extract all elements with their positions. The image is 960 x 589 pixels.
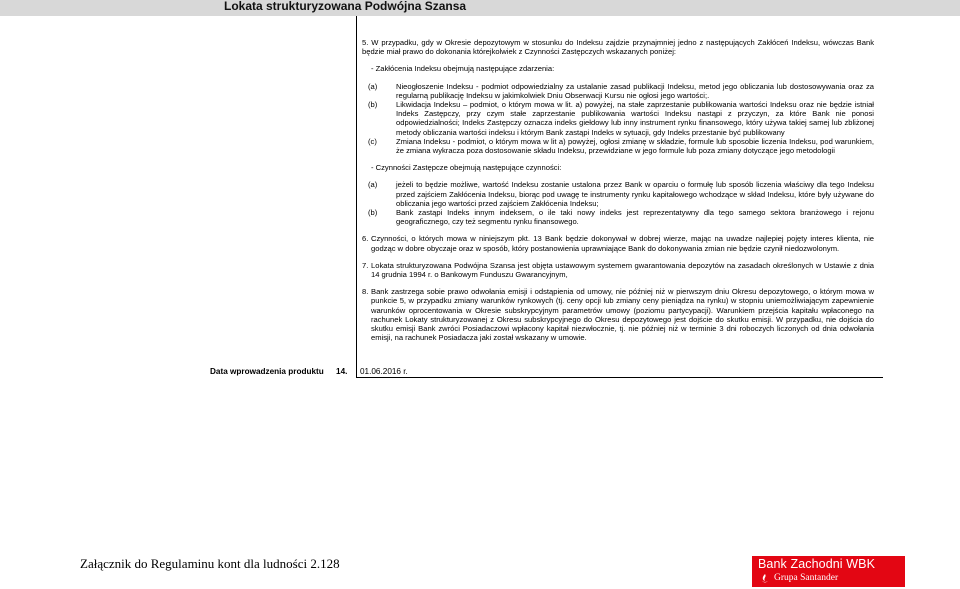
- list-item-text: Zmiana Indeksu - podmiot, o którym mowa w lit a) powyżej, ogłosi zmianę w składzie, formule lub sposobie liczenia Indeksu, pod warunkiem, że zmiana wykracza poza dostosowanie składu Indeksu, przewidziane w jego formule lub poza zmiany dotyczące jego metodologii: [396, 136, 874, 156]
- paragraph-number: 6.: [362, 234, 369, 244]
- list-item-text: Nieogłoszenie Indeksu - podmiot odpowiedzialny za ustalanie zasad publikacji Indeksu, metod jego obliczania lub dostosowywania oraz za regularną publikację Indeksu w jakimkolwiek Dniu Obserwacji Kursu nie ogłosi jego wartości;.: [396, 81, 874, 100]
- list-item-text: Bank zastąpi Indeks innym indeksem, o ile taki nowy indeks jest reprezentatywny dla tego samego sektora branżowego i rejonu geograficznego, czy też segmentu rynku finansowego.: [396, 208, 874, 227]
- list-item: [368, 100, 874, 137]
- list-item-label: (a): [368, 180, 378, 190]
- row-label: [210, 367, 347, 376]
- paragraph-number: 8.: [362, 287, 369, 297]
- list-item: [368, 82, 874, 100]
- paragraph-text: Lokata strukturyzowana Podwójna Szansa jest objęta ustawowym systemem gwarantowania depozytów na zasadach określonych w Ustawie z dnia 14 grudnia 1994 r. o Bankowym Funduszu Gwarancyjnym,: [371, 260, 874, 280]
- paragraph-text: Bank zastrzega sobie prawo odwołania emisji i odstąpienia od umowy, nie później niż w pierwszym dniu Okresu depozytowego, o którym mowa w punkcie 5, w przypadku zmiany warunków rynkowych (tj. ceny opcji lub zmiany ceny pieniądza na rynku) w stopniu uniemożliwiającym zapewnienie warunków oprocentowania w Okresie subskrypcyjnym parametrów umowy (poziomu partycypacji). Warunkiem przejścia kapitału wpłaconego na rachunek Lokaty strukturyzowanej z Okresu subskrypcyjnego do Okresu depozytowego jest dojście do skutku emisji. W przypadku, nie dojścia do skutku emisji Bank zwróci Posiadaczowi wpłacony kapitał niezwłocznie, tj. nie później niż w terminie 3 dni roboczych liczonych od dnia odwołania emisji, na rachunek Posiadacza jaki został wskazany w umowie.: [371, 287, 874, 343]
- list-item-text: Likwidacja Indeksu – podmiot, o którym mowa w lit. a) powyżej, na stałe zaprzestanie publikowania wartości Indeksu oraz nie będzie istniał Indeks Zastępczy, przy czym stałe zaprzestanie publikowania wartości Indeksu nastąpi z przyczyn, za które Bank nie ponosi odpowiedzialności; Indeks Zastępczy oznacza indeks giełdowy lub inny instrument rynku finansowego, który używa takiej samej lub zbliżonej metody obliczania wartości indeksu i którym Bank zastąpi Indeks w sytuacji, gdy Indeks przestanie być publikowany: [396, 100, 874, 137]
- list-item-label: (b): [368, 100, 378, 110]
- table-horizontal-border: [356, 377, 883, 378]
- paragraph-number: 7.: [362, 260, 369, 270]
- product-date: 01.06.2016 r.: [360, 367, 408, 376]
- disruptions-intro: - Zakłócenia Indeksu obejmują następujące zdarzenia:: [371, 64, 555, 74]
- paragraph-6: [362, 234, 874, 252]
- bank-logo: [752, 556, 905, 587]
- list-item: [368, 208, 874, 226]
- list-item-label: (b): [368, 208, 378, 218]
- row-label-number: 14.: [336, 367, 348, 376]
- document-content: [362, 38, 874, 342]
- table-vertical-border: [356, 16, 357, 378]
- list-item-label: (c): [368, 136, 377, 146]
- list-item: [368, 180, 874, 208]
- paragraph-text: Czynności, o których mowa w niniejszym pkt. 13 Bank będzie dokonywał w dobrej wierze, mając na uwadze najlepiej pojęty interes klienta, nie godząc w dobre obyczaje oraz w sposób, który postanowienia uprawniające Bank do dokonywania zmian nie będzie czynił niedozwolonym.: [371, 234, 874, 253]
- list-item: [368, 137, 874, 155]
- list-item-text: jeżeli to będzie możliwe, wartość Indeksu zostanie ustalona przez Bank w oparciu o formułę lub sposób liczenia właściwy dla tego Indeksu przed zajściem Zakłócenia Indeksu, biorąc pod uwagę te instrumenty rynku kapitałowego wchodzące w skład Indeksu, które były używane do obliczania jego wartości przed zajściem Zakłócenia Indeksu;: [396, 180, 874, 208]
- footer-annex-text: Załącznik do Regulaminu kont dla ludności 2.128: [80, 556, 340, 571]
- list-item-label: (a): [368, 81, 378, 91]
- row-label-text: Data wprowadzenia produktu: [210, 367, 324, 376]
- paragraph-5: 5. W przypadku, gdy w Okresie depozytowym w stosunku do Indeksu zajdzie przynajmniej jedno z następujących Zakłóceń Indeksu, wówczas Bank będzie miał prawo do dokonania którejkolwiek z Czynności Zastępczych wskazanych poniżej:: [362, 38, 874, 57]
- logo-bank-name: Bank Zachodni WBK: [758, 557, 876, 571]
- flame-icon: [760, 574, 770, 584]
- page-title: Lokata strukturyzowana Podwójna Szansa: [224, 0, 467, 13]
- paragraph-7: [362, 261, 874, 279]
- actions-intro: - Czynności Zastępcze obejmują następujące czynności:: [371, 163, 562, 173]
- logo-group-name: Grupa Santander: [774, 573, 839, 583]
- title-bar: [0, 0, 960, 16]
- paragraph-8: [362, 287, 874, 342]
